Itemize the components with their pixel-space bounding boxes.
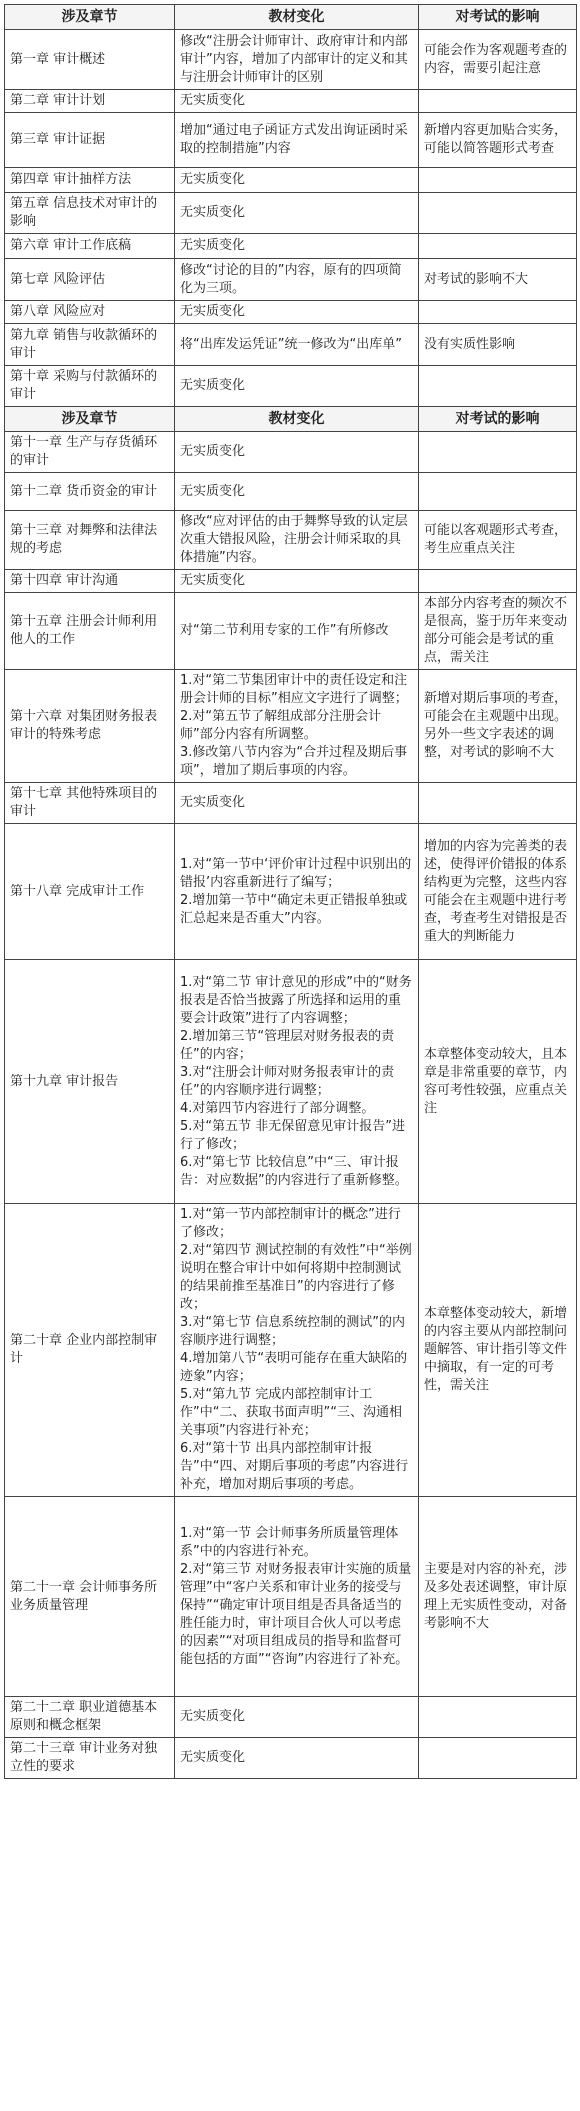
table-row	[5, 1697, 577, 1738]
change-line: 4.增加第八节“表明可能存在重大缺陷的迹象”内容；	[180, 1351, 408, 1384]
table-row	[5, 570, 577, 593]
change-line: 对“第二节利用专家的工作”有所修改	[180, 623, 389, 638]
impact-cell	[419, 570, 577, 593]
header-chapter-repeat: 涉及章节	[5, 407, 175, 432]
chapter-cell: 第六章 审计工作底稿	[5, 234, 175, 259]
impact-cell: 增加的内容为完善类的表述，使得评价错报的体系结构更为完整，这些内容可能会在主观题中进行考查，考查考生对错报是否重大的判断能力	[419, 824, 577, 960]
chapter-cell: 第五章 信息技术对审计的影响	[5, 193, 175, 234]
change-line: 无实质变化	[180, 172, 246, 187]
header-change-repeat: 教材变化	[175, 407, 419, 432]
impact-cell	[419, 1738, 577, 1779]
impact-cell: 本部分内容考查的频次不是很高，鉴于历年来变动部分可能会是考试的重点，需关注	[419, 593, 577, 670]
chapter-cell: 第十三章 对舞弊和法律法规的考虑	[5, 511, 175, 570]
impact-cell: 主要是对内容的补充，涉及多处表述调整，审计原理上无实质性变动，对备考影响不大	[419, 1497, 577, 1697]
change-cell	[175, 783, 419, 824]
chapter-cell: 第十八章 完成审计工作	[5, 824, 175, 960]
table-row	[5, 824, 577, 960]
impact-cell: 新增内容更加贴合实务，可能以简答题形式考查	[419, 113, 577, 168]
change-line: 无实质变化	[180, 238, 246, 253]
change-line: 无实质变化	[180, 795, 246, 810]
change-line: 无实质变化	[180, 483, 246, 499]
table-row	[5, 324, 577, 366]
change-line: 5.对“第九节 完成内部控制审计工作”中“二、获取书面声明”“三、沟通相关事项”内容进行补充；	[180, 1387, 402, 1438]
change-cell	[175, 234, 419, 259]
change-line: 6.对“第十节 出具内部控制审计报告”中“四、对期后事项的考虑”内容进行补充，增加对期后事项的考虑。	[180, 1441, 409, 1492]
change-cell	[175, 1697, 419, 1738]
change-line: 2.增加第三节“管理层对财务报表的责任”的内容；	[180, 1028, 395, 1062]
table-row	[5, 1497, 577, 1697]
change-line: 1.对“第一节 会计师事务所质量管理体系”中的内容进行补充。	[180, 1525, 399, 1559]
impact-cell: 可能会作为客观题考查的内容，需要引起注意	[419, 30, 577, 90]
table-row	[5, 234, 577, 259]
change-line: 1.对“第二节 审计意见的形成”中的“财务报表是否恰当披露了所选择和运用的重要会计政策”进行了内容调整；	[180, 974, 412, 1026]
chapter-cell: 第三章 审计证据	[5, 113, 175, 168]
change-cell	[175, 259, 419, 301]
impact-cell	[419, 193, 577, 234]
change-line: 无实质变化	[180, 1709, 246, 1724]
impact-cell: 对考试的影响不大	[419, 259, 577, 301]
chapter-cell: 第十七章 其他特殊项目的审计	[5, 783, 175, 824]
change-cell	[175, 824, 419, 960]
chapter-cell: 第十一章 生产与存货循环的审计	[5, 432, 175, 473]
change-cell	[175, 473, 419, 511]
change-line: 将“出库发运凭证”统一修改为“出库单”	[180, 336, 402, 352]
table-row	[5, 301, 577, 324]
change-cell	[175, 593, 419, 670]
chapter-cell: 第八章 风险应对	[5, 301, 175, 324]
chapter-cell: 第十六章 对集团财务报表审计的特殊考虑	[5, 670, 175, 783]
change-line: 2.对“第三节 对财务报表审计实施的质量管理”中“客户关系和审计业务的接受与保持”“确定审计项目组是否具备适当的胜任能力时，审计项目合伙人可以考虑的因素”“对项目组成员的指导和监督可能包括的方面”“咨询”内容进行了补充。	[180, 1561, 412, 1667]
table-row	[5, 1738, 577, 1779]
change-cell	[175, 324, 419, 366]
change-cell	[175, 1497, 419, 1697]
header-change: 教材变化	[175, 5, 419, 30]
change-line: 2.对“第四节 测试控制的有效性”中“举例说明在整合审计中如何将期中控制测试的结果前推至基准日”的内容进行了修改；	[180, 1243, 412, 1312]
change-cell	[175, 511, 419, 570]
change-line: 3.修改第八节内容为“合并过程及期后事项”，增加了期后事项的内容。	[180, 745, 408, 778]
change-line: 增加“通过电子函证方式发出询证函时采取的控制措施”内容	[180, 123, 408, 156]
impact-cell	[419, 1697, 577, 1738]
table-row	[5, 432, 577, 473]
table-row	[5, 593, 577, 670]
impact-cell: 可能以客观题形式考查，考生应重点关注	[419, 511, 577, 570]
change-line: 无实质变化	[180, 444, 246, 459]
impact-cell: 本章整体变动较大，新增的内容主要从内部控制问题解答、审计指引等文件中摘取，有一定的可考性，需关注	[419, 1204, 577, 1497]
change-line: 4.对第四节内容进行了部分调整。	[180, 1100, 375, 1116]
chapter-cell: 第二章 审计计划	[5, 90, 175, 113]
impact-cell	[419, 783, 577, 824]
change-cell	[175, 1204, 419, 1497]
chapter-cell: 第十九章 审计报告	[5, 960, 175, 1204]
table-row	[5, 511, 577, 570]
chapter-cell: 第二十章 企业内部控制审计	[5, 1204, 175, 1497]
table-header-repeat	[5, 407, 577, 432]
chapter-cell: 第二十一章 会计师事务所业务质量管理	[5, 1497, 175, 1697]
change-cell	[175, 113, 419, 168]
change-cell	[175, 90, 419, 113]
change-line: 无实质变化	[180, 304, 246, 319]
chapter-cell: 第十章 采购与付款循环的审计	[5, 366, 175, 407]
chapter-cell: 第二十三章 审计业务对独立性的要求	[5, 1738, 175, 1779]
chapter-cell: 第十二章 货币资金的审计	[5, 473, 175, 511]
change-line: 5.对“第五节 非无保留意见审计报告”进行了修改；	[180, 1118, 406, 1152]
change-line: 无实质变化	[180, 1750, 246, 1765]
header-chapter: 涉及章节	[5, 5, 175, 30]
change-cell	[175, 168, 419, 193]
table-row	[5, 960, 577, 1204]
change-line: 1.对“第一节中‘评价审计过程中识别出的错报’内容重新进行了编写；	[180, 856, 412, 890]
impact-cell: 新增对期后事项的考查，可能会在主观题中出现。另外一些文字表述的调整，对考试的影响不大	[419, 670, 577, 783]
chapter-cell: 第二十二章 职业道德基本原则和概念框架	[5, 1697, 175, 1738]
change-cell	[175, 193, 419, 234]
change-line: 1.对“第二节集团审计中的责任设定和注册会计师的目标”相应文字进行了调整；	[180, 673, 408, 706]
change-line: 3.对“第七节 信息系统控制的测试”的内容顺序进行调整；	[180, 1315, 406, 1348]
table-row	[5, 168, 577, 193]
impact-cell: 没有实质性影响	[419, 324, 577, 366]
change-line: 无实质变化	[180, 573, 246, 588]
change-line: 2.增加第一节中“确定未更正错报单独或汇总起来是否重大”内容。	[180, 892, 408, 926]
impact-cell	[419, 366, 577, 407]
chapter-cell: 第七章 风险评估	[5, 259, 175, 301]
change-cell	[175, 432, 419, 473]
table-row	[5, 90, 577, 113]
impact-cell	[419, 432, 577, 473]
table-row	[5, 670, 577, 783]
impact-cell	[419, 234, 577, 259]
change-line: 2.对“第五节了解组成部分注册会计师”部分内容有所调整。	[180, 709, 382, 742]
impact-cell	[419, 301, 577, 324]
table-row	[5, 259, 577, 301]
chapter-cell: 第四章 审计抽样方法	[5, 168, 175, 193]
chapter-cell: 第九章 销售与收款循环的审计	[5, 324, 175, 366]
change-line: 修改“应对评估的由于舞弊导致的认定层次重大错报风险，注册会计师采取的具体措施”内容。	[180, 514, 408, 565]
chapter-cell: 第十五章 注册会计师利用他人的工作	[5, 593, 175, 670]
table-row	[5, 30, 577, 90]
change-cell	[175, 670, 419, 783]
textbook-changes-table	[4, 4, 577, 1779]
table-header	[5, 5, 577, 30]
change-line: 无实质变化	[180, 205, 246, 220]
change-line: 3.对“注册会计师对财务报表审计的责任”的内容顺序进行调整；	[180, 1064, 395, 1098]
table-row	[5, 783, 577, 824]
chapter-cell: 第一章 审计概述	[5, 30, 175, 90]
change-cell	[175, 1738, 419, 1779]
impact-cell	[419, 90, 577, 113]
impact-cell: 本章整体变动较大，且本章是非常重要的章节，内容可考性较强，应重点关注	[419, 960, 577, 1204]
change-cell	[175, 366, 419, 407]
change-line: 无实质变化	[180, 378, 246, 393]
change-line: 无实质变化	[180, 93, 246, 108]
header-impact: 对考试的影响	[419, 5, 577, 30]
change-cell	[175, 570, 419, 593]
table-row	[5, 1204, 577, 1497]
impact-cell	[419, 473, 577, 511]
table-row	[5, 113, 577, 168]
change-cell	[175, 301, 419, 324]
table-row	[5, 366, 577, 407]
change-cell	[175, 960, 419, 1204]
header-impact-repeat: 对考试的影响	[419, 407, 577, 432]
table-row	[5, 473, 577, 511]
table-row	[5, 193, 577, 234]
change-line: 修改“注册会计师审计、政府审计和内部审计”内容，增加了内部审计的定义和其与注册会计师审计的区别	[180, 33, 408, 85]
change-line: 修改“讨论的目的”内容，原有的四项简化为三项。	[180, 262, 402, 296]
change-line: 1.对“第一节内部控制审计的概念”进行了修改；	[180, 1207, 401, 1240]
impact-cell	[419, 168, 577, 193]
chapter-cell: 第十四章 审计沟通	[5, 570, 175, 593]
change-line: 6.对“第七节 比较信息”中“三、审计报告：对应数据”的内容进行了重新修整。	[180, 1154, 408, 1188]
change-cell	[175, 30, 419, 90]
